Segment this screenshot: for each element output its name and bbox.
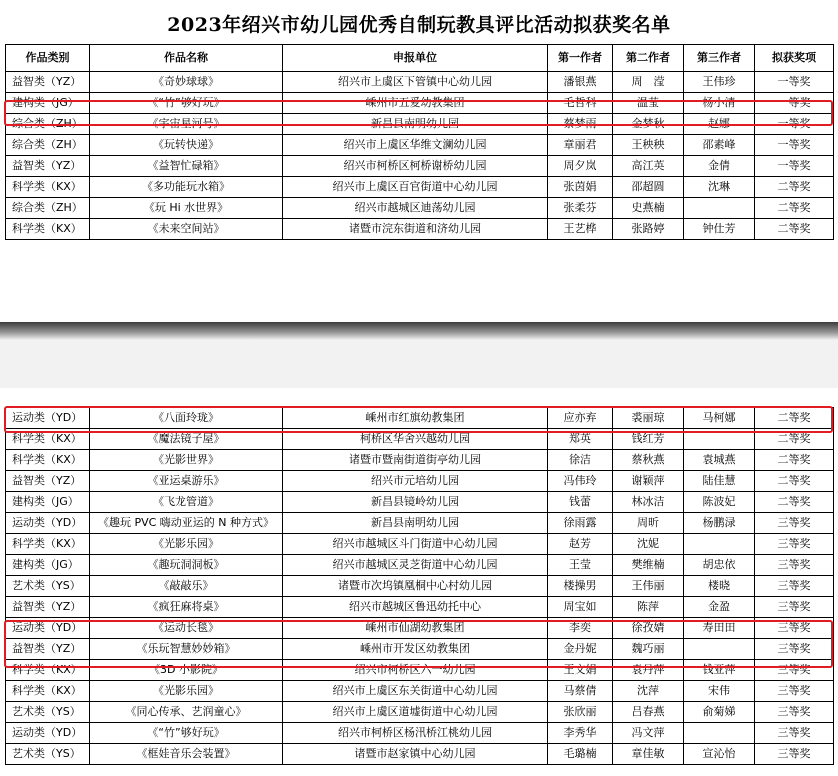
table-cell: 王艺桦 (548, 219, 613, 240)
table-cell: 楼操男 (548, 576, 613, 597)
table-cell: 建构类（JG） (6, 555, 90, 576)
table-cell: 钟仕芳 (684, 219, 755, 240)
table-cell: 一等奖 (755, 156, 834, 177)
table-cell: 绍兴市越城区斗门街道中心幼儿园 (283, 534, 548, 555)
table-cell: 周宝如 (548, 597, 613, 618)
table-cell: 赵娜 (684, 114, 755, 135)
award-table-top (5, 44, 834, 240)
table-cell: 毛哲科 (548, 93, 613, 114)
table-cell: 《飞龙管道》 (90, 492, 283, 513)
column-header: 申报单位 (283, 45, 548, 72)
table-row (6, 576, 834, 597)
table-cell: 王秧秧 (613, 135, 684, 156)
table-cell: 寿田田 (684, 618, 755, 639)
table-cell: 三等奖 (755, 744, 834, 765)
table-cell: 《框娃音乐会装置》 (90, 744, 283, 765)
table-row (6, 408, 834, 429)
table-cell: 二等奖 (755, 450, 834, 471)
table-cell: 益智类（YZ） (6, 639, 90, 660)
table-cell: 诸暨市浣东街道和济幼儿园 (283, 219, 548, 240)
table-cell: 《“竹”够好玩》 (90, 723, 283, 744)
table-cell: 三等奖 (755, 576, 834, 597)
table-cell: 综合类（ZH） (6, 135, 90, 156)
table-cell (684, 429, 755, 450)
table-row (6, 156, 834, 177)
table-cell: 章佳敏 (613, 744, 684, 765)
table-cell: 毛璐楠 (548, 744, 613, 765)
table-row (6, 177, 834, 198)
table-cell: 李秀华 (548, 723, 613, 744)
table-cell: 绍兴市上虞区东关街道中心幼儿园 (283, 681, 548, 702)
table-cell: 俞菊娣 (684, 702, 755, 723)
table-cell: 宣沁怡 (684, 744, 755, 765)
table-cell: 诸暨市次坞镇凰桐中心村幼儿园 (283, 576, 548, 597)
table-cell: 新昌县镜岭幼儿园 (283, 492, 548, 513)
table-cell: 沈萍 (613, 681, 684, 702)
table-cell: 运动类（YD） (6, 723, 90, 744)
table-cell: 建构类（JG） (6, 492, 90, 513)
table-cell: 胡忠依 (684, 555, 755, 576)
table-cell: 艺术类（YS） (6, 576, 90, 597)
column-header: 第三作者 (684, 45, 755, 72)
table-cell: 艺术类（YS） (6, 744, 90, 765)
table-cell: 绍兴市上虞区百官街道中心幼儿园 (283, 177, 548, 198)
table-cell: 诸暨市赵家镇中心幼儿园 (283, 744, 548, 765)
table-cell (684, 723, 755, 744)
table-cell: 一等奖 (755, 93, 834, 114)
table-cell: 绍兴市越城区鲁迅幼托中心 (283, 597, 548, 618)
table-row (6, 723, 834, 744)
table-row (6, 681, 834, 702)
table-cell: 绍兴市上虞区道墟街道中心幼儿园 (283, 702, 548, 723)
table-cell: 二等奖 (755, 219, 834, 240)
table-cell: 蔡秋燕 (613, 450, 684, 471)
table-cell: 二等奖 (755, 471, 834, 492)
table-cell: 建构类（JG） (6, 93, 90, 114)
table-row (6, 93, 834, 114)
table-cell: 绍兴市上虞区下管镇中心幼儿园 (283, 72, 548, 93)
table-row (6, 702, 834, 723)
table-cell: 《疯狂麻将桌》 (90, 597, 283, 618)
table-cell: 冯伟玲 (548, 471, 613, 492)
table-cell: 金丹妮 (548, 639, 613, 660)
table-cell: 周夕岚 (548, 156, 613, 177)
table-row (6, 471, 834, 492)
table-cell: 科学类（KX） (6, 177, 90, 198)
table-cell: 《运动长毯》 (90, 618, 283, 639)
award-table-bottom (5, 407, 834, 765)
table-cell: 冯文萍 (613, 723, 684, 744)
table-cell: 陆佳慧 (684, 471, 755, 492)
table-cell: 艺术类（YS） (6, 702, 90, 723)
table-cell: 三等奖 (755, 597, 834, 618)
table-cell: 樊维楠 (613, 555, 684, 576)
table-row (6, 744, 834, 765)
table-cell: 三等奖 (755, 555, 834, 576)
table-cell: 徐雨露 (548, 513, 613, 534)
table-cell: 益智类（YZ） (6, 471, 90, 492)
table-cell: 王文娟 (548, 660, 613, 681)
table-cell: 《未来空间站》 (90, 219, 283, 240)
table-cell: 新昌县南明幼儿园 (283, 513, 548, 534)
table-cell: 杨鹏渌 (684, 513, 755, 534)
table-cell: 综合类（ZH） (6, 114, 90, 135)
table-cell: 魏巧丽 (613, 639, 684, 660)
table-cell: 《趣玩 PVC 嗨动亚运的 N 种方式》 (90, 513, 283, 534)
table-cell: 杨小清 (684, 93, 755, 114)
table-cell: 林冰洁 (613, 492, 684, 513)
table-cell: 《玩 Hi 水世界》 (90, 198, 283, 219)
table-cell: 陈萍 (613, 597, 684, 618)
table-cell: 《奇妙球球》 (90, 72, 283, 93)
table-cell: 《玩转快递》 (90, 135, 283, 156)
table-cell: 益智类（YZ） (6, 72, 90, 93)
table-cell: 邵素峰 (684, 135, 755, 156)
table-cell: 徐洁 (548, 450, 613, 471)
table-cell: 一等奖 (755, 135, 834, 156)
table-cell: 裘丽琼 (613, 408, 684, 429)
table-cell: 科学类（KX） (6, 681, 90, 702)
table-cell: 二等奖 (755, 492, 834, 513)
table-cell: 袁丹萍 (613, 660, 684, 681)
table-cell: 钱蕾 (548, 492, 613, 513)
table-cell: 二等奖 (755, 198, 834, 219)
table-cell: 王伟珍 (684, 72, 755, 93)
table-cell: 《3D 小影院》 (90, 660, 283, 681)
table-cell: 科学类（KX） (6, 450, 90, 471)
table-row (6, 114, 834, 135)
table-cell: 陈波妃 (684, 492, 755, 513)
table-cell: 三等奖 (755, 534, 834, 555)
table-cell: 科学类（KX） (6, 429, 90, 450)
table-cell: 章丽君 (548, 135, 613, 156)
table-cell: 金盈 (684, 597, 755, 618)
table-cell: 三等奖 (755, 723, 834, 744)
table-cell (684, 198, 755, 219)
table-cell: 《多功能玩水箱》 (90, 177, 283, 198)
table-header-row (6, 45, 834, 72)
table-cell: 《亚运桌游乐》 (90, 471, 283, 492)
table-row (6, 135, 834, 156)
table-cell: 绍兴市越城区迪荡幼儿园 (283, 198, 548, 219)
table-cell: 潘银燕 (548, 72, 613, 93)
table-cell: 马蔡倩 (548, 681, 613, 702)
table-cell: 《趣玩洞洞板》 (90, 555, 283, 576)
table-cell: 温莹 (613, 93, 684, 114)
table-cell: 二等奖 (755, 408, 834, 429)
table-cell: 《“竹”够好玩》 (90, 93, 283, 114)
column-header: 第一作者 (548, 45, 613, 72)
table-cell: 金倩 (684, 156, 755, 177)
table-cell: 赵芳 (548, 534, 613, 555)
table-cell: 《光影世界》 (90, 450, 283, 471)
table-cell: 绍兴市元培幼儿园 (283, 471, 548, 492)
table-cell: 宋伟 (684, 681, 755, 702)
table-cell: 二等奖 (755, 177, 834, 198)
table-row (6, 219, 834, 240)
table-cell (684, 639, 755, 660)
table-row (6, 597, 834, 618)
table-cell: 金梦秋 (613, 114, 684, 135)
table-cell: 三等奖 (755, 681, 834, 702)
table-cell: 郑英 (548, 429, 613, 450)
table-cell: 三等奖 (755, 618, 834, 639)
table-cell: 钱红芳 (613, 429, 684, 450)
table-row (6, 534, 834, 555)
table-cell: 蔡梦雨 (548, 114, 613, 135)
table-cell: 一等奖 (755, 72, 834, 93)
column-header: 第二作者 (613, 45, 684, 72)
table-cell: 张茵娟 (548, 177, 613, 198)
column-header: 拟获奖项 (755, 45, 834, 72)
column-header: 作品类别 (6, 45, 90, 72)
table-row (6, 555, 834, 576)
table-cell: 张路婷 (613, 219, 684, 240)
table-cell: 嵊州市开发区幼教集团 (283, 639, 548, 660)
table-cell: 李奕 (548, 618, 613, 639)
table-cell: 《宇宙星河号》 (90, 114, 283, 135)
table-cell: 楼晓 (684, 576, 755, 597)
page-gap-shadow (0, 322, 838, 340)
table-cell: 《同心传承、艺润童心》 (90, 702, 283, 723)
table-cell: 《光影乐园》 (90, 534, 283, 555)
table-cell: 柯桥区华舍兴越幼儿园 (283, 429, 548, 450)
table-cell: 《光影乐园》 (90, 681, 283, 702)
table-cell: 绍兴市柯桥区柯桥谢桥幼儿园 (283, 156, 548, 177)
table-cell: 科学类（KX） (6, 219, 90, 240)
table-cell: 三等奖 (755, 702, 834, 723)
table-row (6, 660, 834, 681)
table-cell: 沈琳 (684, 177, 755, 198)
table-cell: 绍兴市越城区灵芝街道中心幼儿园 (283, 555, 548, 576)
column-header: 作品名称 (90, 45, 283, 72)
table-cell: 绍兴市上虞区华维文澜幼儿园 (283, 135, 548, 156)
table-cell: 益智类（YZ） (6, 597, 90, 618)
table-cell: 应亦弃 (548, 408, 613, 429)
table-row (6, 450, 834, 471)
table-cell: 高江英 (613, 156, 684, 177)
table-cell: 邵超圆 (613, 177, 684, 198)
table-cell: 运动类（YD） (6, 513, 90, 534)
table-cell: 嵊州市红旗幼教集团 (283, 408, 548, 429)
table-cell: 绍兴市柯桥区杨汛桥江桃幼儿园 (283, 723, 548, 744)
table-cell: 徐孜婧 (613, 618, 684, 639)
table-cell: 嵊州市五爱幼教集团 (283, 93, 548, 114)
table-cell: 《益智忙碌箱》 (90, 156, 283, 177)
table-cell: 益智类（YZ） (6, 156, 90, 177)
table-cell: 一等奖 (755, 114, 834, 135)
table-cell: 诸暨市暨南街道街亭幼儿园 (283, 450, 548, 471)
table-cell: 周昕 (613, 513, 684, 534)
table-cell: 钱亚萍 (684, 660, 755, 681)
table-cell: 三等奖 (755, 639, 834, 660)
table-row (6, 492, 834, 513)
table-cell: 运动类（YD） (6, 618, 90, 639)
table-cell: 《敲敲乐》 (90, 576, 283, 597)
table-cell: 《八面玲珑》 (90, 408, 283, 429)
table-cell: 综合类（ZH） (6, 198, 90, 219)
table-cell: 《魔法镜子屋》 (90, 429, 283, 450)
table-row (6, 639, 834, 660)
table-cell: 马柯娜 (684, 408, 755, 429)
table-cell: 王伟丽 (613, 576, 684, 597)
table-cell: 嵊州市仙湖幼教集团 (283, 618, 548, 639)
table-row (6, 429, 834, 450)
table-cell: 绍兴市柯桥区六一幼儿园 (283, 660, 548, 681)
table-cell: 谢颖萍 (613, 471, 684, 492)
table-cell: 科学类（KX） (6, 660, 90, 681)
table-cell: 三等奖 (755, 660, 834, 681)
table-cell: 周 滢 (613, 72, 684, 93)
table-cell: 三等奖 (755, 513, 834, 534)
table-cell: 《乐玩智慧妙妙箱》 (90, 639, 283, 660)
table-cell: 张柔芬 (548, 198, 613, 219)
table-cell: 科学类（KX） (6, 534, 90, 555)
table-cell: 二等奖 (755, 429, 834, 450)
table-cell: 张欣丽 (548, 702, 613, 723)
table-cell: 吕春燕 (613, 702, 684, 723)
table-cell (684, 534, 755, 555)
table-cell: 王莹 (548, 555, 613, 576)
table-row (6, 198, 834, 219)
table-cell: 袁城燕 (684, 450, 755, 471)
table-cell: 新昌县南明幼儿园 (283, 114, 548, 135)
page-title: 2023年绍兴市幼儿园优秀自制玩教具评比活动拟获奖名单 (167, 14, 671, 36)
table-cell: 运动类（YD） (6, 408, 90, 429)
table-row (6, 513, 834, 534)
table-row (6, 618, 834, 639)
table-cell: 史燕楠 (613, 198, 684, 219)
table-cell: 沈妮 (613, 534, 684, 555)
table-row (6, 72, 834, 93)
